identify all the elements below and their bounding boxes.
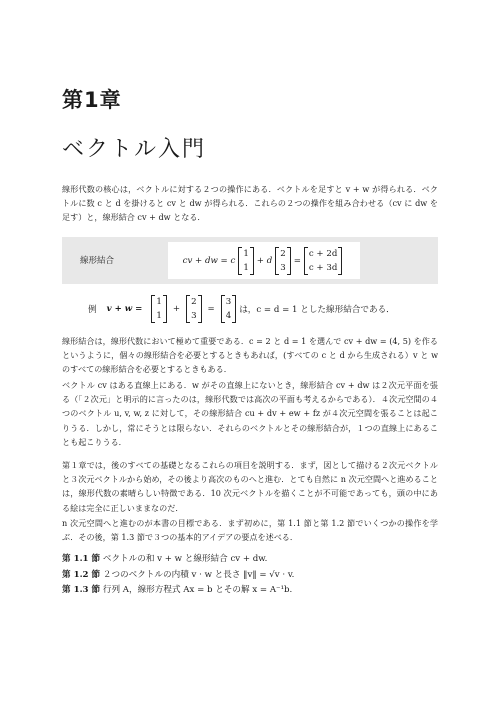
section-text: ２つのベクトルの内積 v · w と長さ ‖v‖ = √v · v.	[102, 569, 295, 580]
section-number: 第 1.1 節	[62, 554, 101, 564]
vector-entry: 2	[191, 297, 197, 307]
column-vector	[275, 247, 290, 275]
vector-entry: 3	[191, 311, 197, 321]
vector-entry: 4	[225, 311, 232, 321]
section-number: 第 1.3 節	[62, 585, 101, 595]
definition-equation	[168, 242, 360, 279]
vector-entry: c + 3d	[308, 262, 338, 273]
section-item	[62, 552, 294, 568]
definition-label: 線形結合	[80, 256, 115, 266]
section-text: ベクトルの和 v + w と線形結合 cv + dw.	[102, 554, 268, 564]
vector-entry: c + 2d	[308, 248, 338, 259]
example-line	[88, 291, 395, 327]
definition-box	[62, 237, 438, 284]
vector-entry: 1	[243, 262, 249, 273]
paragraph-chapter-overview: 第１章では，後のすべての基礎となるこれらの項目を説明する．まず，図として描ける２次元ベクトルと３次元ベクトルから始め，その後より高次のものへと進む．とても自然に n 次元空間へと進めることは，線形代数の素晴らしい特徴である．10 次元ベクトルを描くことが不可能であっても，頭の中にある絵は完全に正しいままなのだ．	[62, 460, 438, 513]
paragraph-goal: n 次元空間へと進むのが本書の目標である．まず初めに，第 1.1 節と第 1.2 節でいくつかの操作を学ぶ．その後，第 1.3 節で３つの基本的アイデアの要点を述べる．	[62, 518, 438, 543]
column-vector	[304, 247, 342, 275]
vector-entry: 1	[156, 297, 162, 307]
chapter-title: ベクトル入門	[62, 137, 207, 162]
section-item	[62, 568, 294, 584]
paragraph-vector-line: ベクトル cv はある直線上にある．w がその直線上にないとき，線形結合 cv + dw は２次元平面を張る（「２次元」と明示的に言ったのは，線形代数では高次の平面も考えるからである）．４次元空間の４つのベクトル u, v, w, z に対して，その線形結合 cu + dv + ew + fz が４次元空間を張ることは起こりうる．しかし，常にそうとは限らない．それらのベクトルとその線形結合が，１つの直線上にあることも起こりうる．	[62, 380, 438, 447]
column-vector	[221, 295, 236, 323]
example-tail: は，c = d = 1 とした線形結合である．	[239, 305, 395, 315]
column-vector	[151, 295, 166, 323]
section-number: 第 1.2 節	[62, 569, 101, 580]
vector-entry: 3	[280, 262, 286, 273]
example-label: 例	[88, 305, 97, 315]
vector-entry: 2	[280, 248, 286, 259]
vector-entry: 3	[225, 297, 232, 307]
section-item	[62, 583, 294, 599]
example-lhs: v + w =	[106, 304, 143, 314]
column-vector	[238, 247, 253, 275]
equals-sign: =	[293, 255, 301, 266]
equation-mid: + d	[256, 255, 273, 266]
paragraph-intro: 線形代数の核心は，ベクトルに対する２つの操作にある．ベクトルを足すと v + w が得られる．ベクトルに数 c と d を掛けると cv と dw が得られる．これらの２つの操作を組み合わせる（cv に dw を足す）と，線形結合 cv + dw となる．	[62, 184, 438, 223]
equals-sign: =	[207, 304, 215, 314]
section-text: 行列 A，線形方程式 Ax = b とその解 x = A⁻¹b.	[102, 585, 293, 595]
section-list	[62, 552, 294, 599]
vector-entry: 1	[243, 248, 249, 259]
vector-entry: 1	[156, 311, 162, 321]
plus-sign: +	[172, 304, 181, 314]
column-vector	[186, 295, 201, 323]
chapter-number: 第1章	[62, 88, 122, 112]
paragraph-linear-combination: 線形結合は，線形代数において極めて重要である．c = 2 と d = 1 を選んで cv + dw = (4, 5) を作るというように，個々の線形結合を必要とするときもあれば，(すべての c と d から生成される）v と w のすべての線形結合を必要とするときもある．	[62, 336, 438, 375]
equation-lhs: cv + dw = c	[182, 255, 236, 266]
